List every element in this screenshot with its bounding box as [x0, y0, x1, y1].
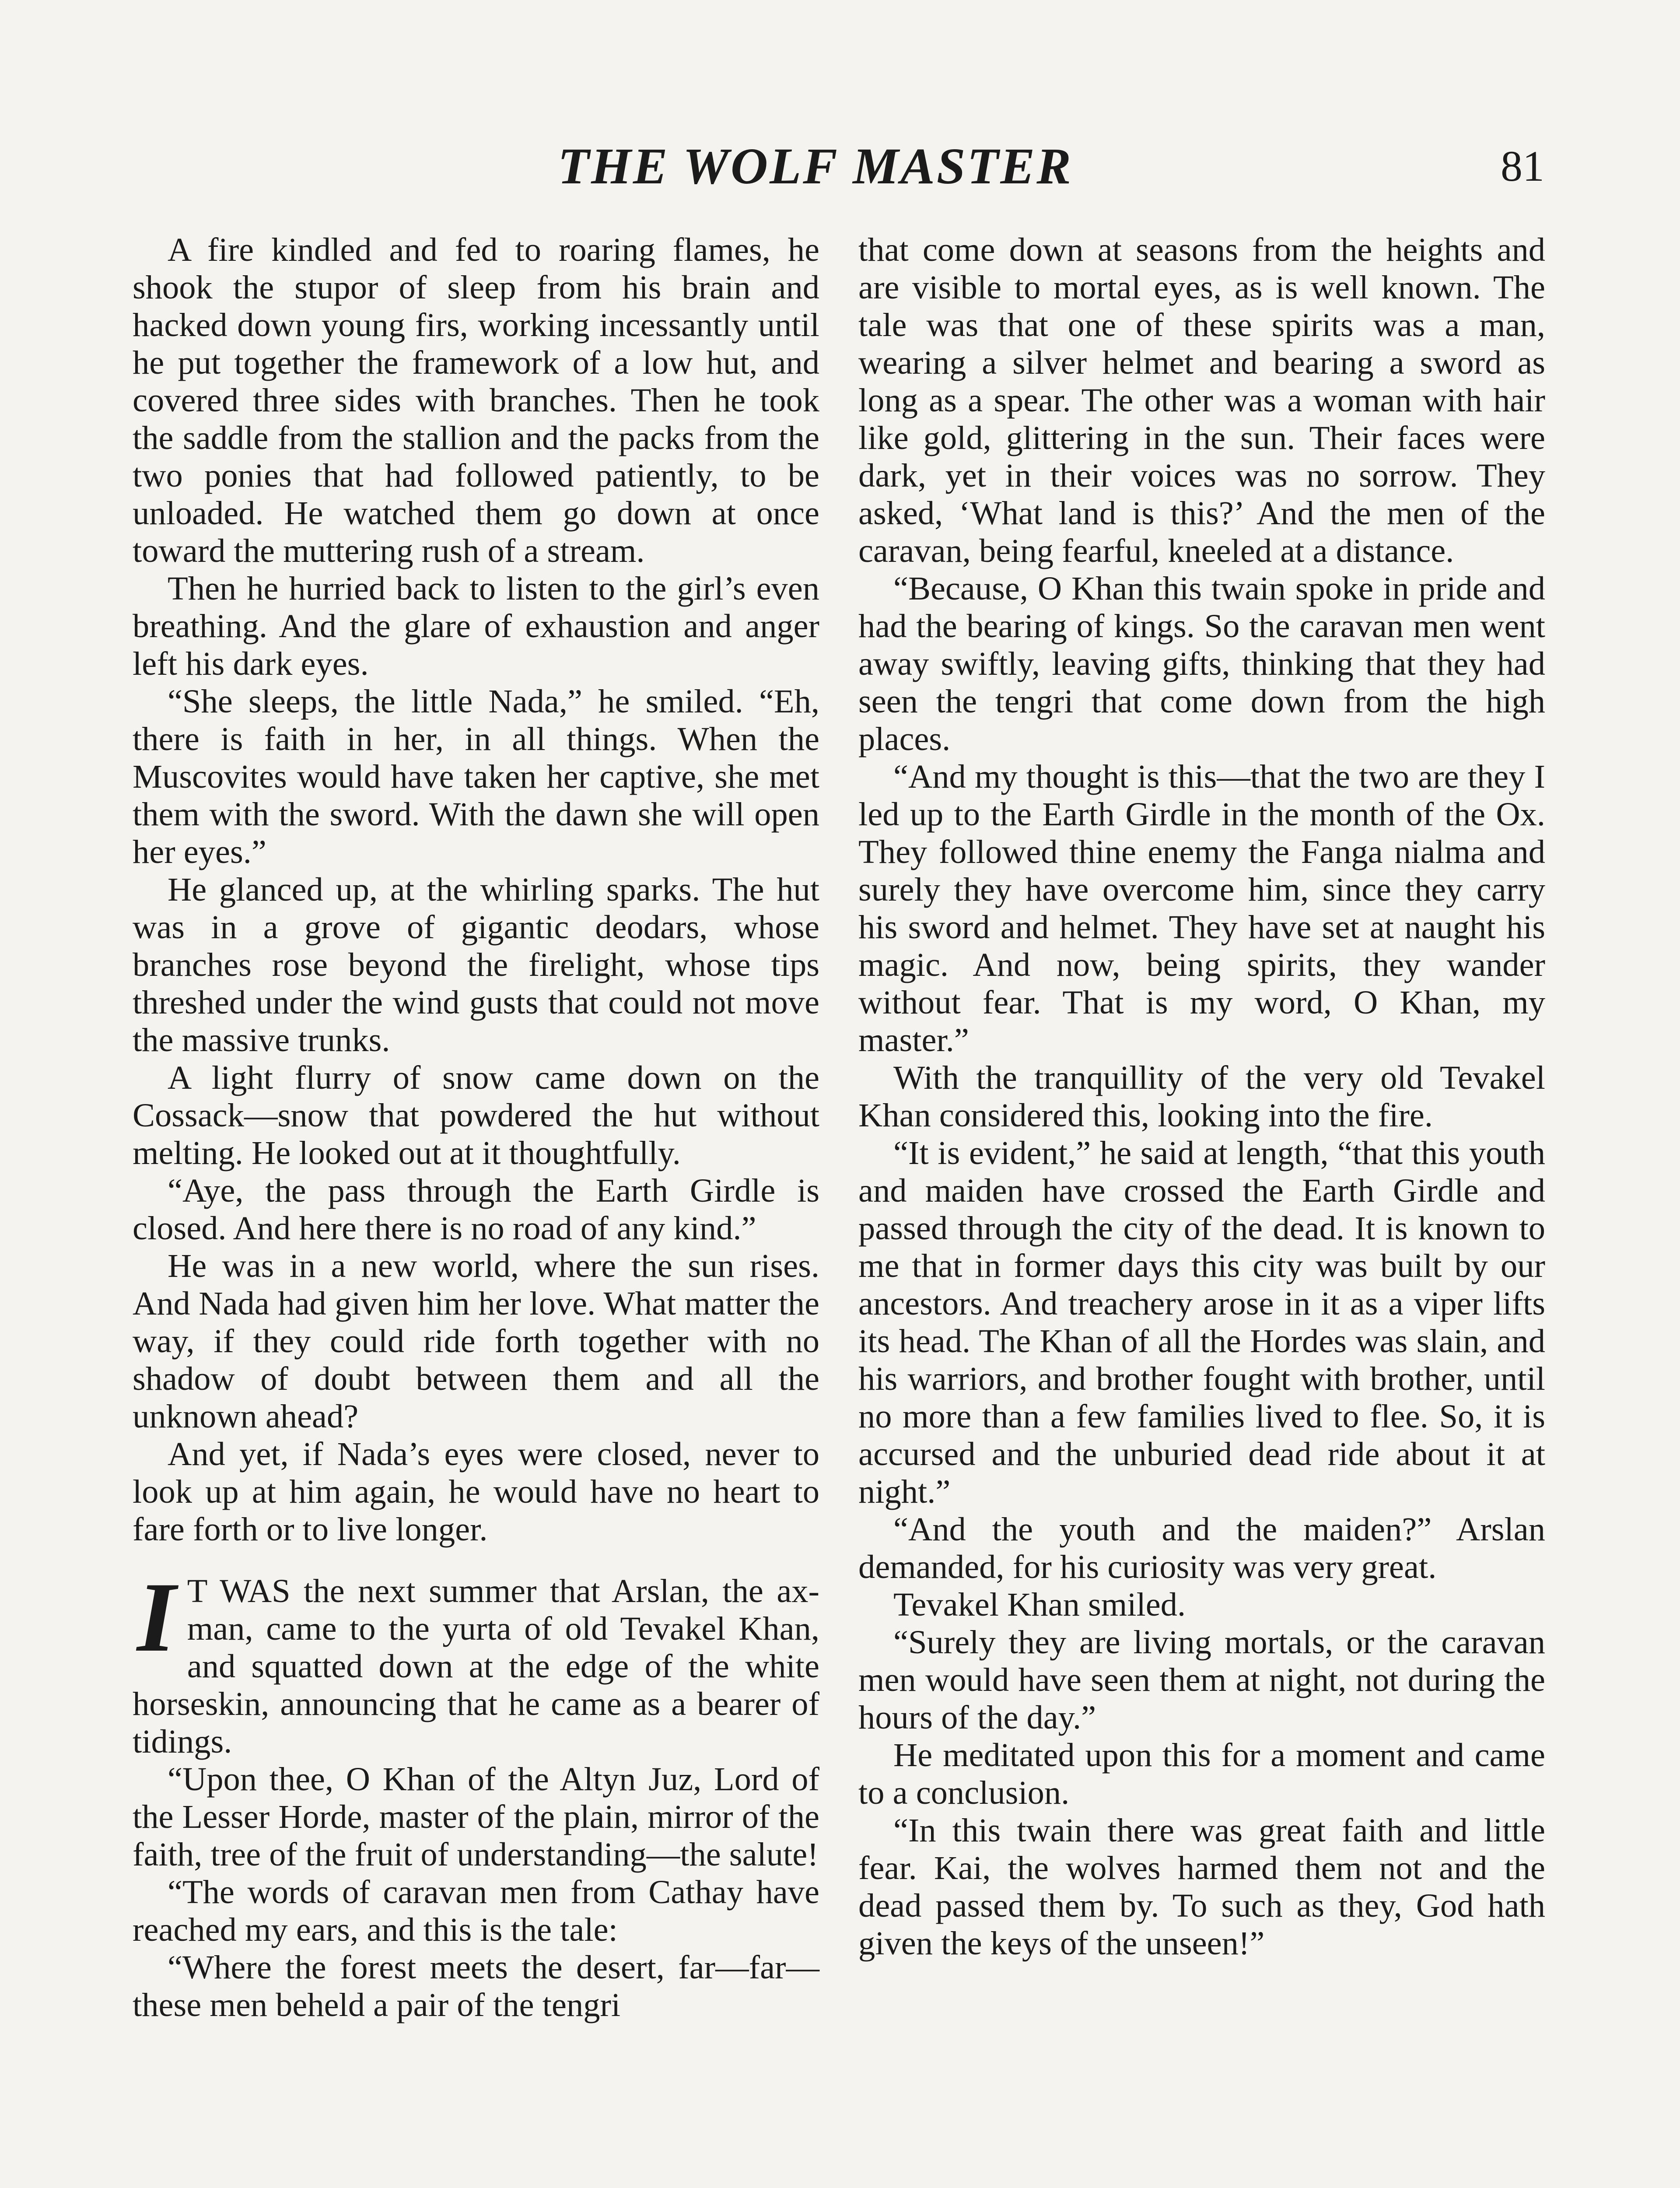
drop-cap: I [137, 1562, 176, 1673]
paragraph: A fire kindled and fed to roaring flames, he shook the stupor of sleep from his brain and hacked down young firs, working incessantly until he put together the framework of a low hut, and covered three sides with branches. Then he took the saddle from the stallion and the packs from the two ponies that had followed patiently, to be unloaded. He watched them go down at once toward the muttering rush of a stream. [133, 231, 819, 569]
paragraph: And yet, if Nada’s eyes were closed, never to look up at him again, he would have no heart to fare forth or to live longer. [133, 1435, 819, 1548]
page-number: 81 [1501, 142, 1544, 190]
running-title: THE WOLF MASTER [558, 137, 1073, 195]
paragraph: “The words of caravan men from Cathay have reached my ears, and this is the tale: [133, 1873, 819, 1948]
paragraph: “Where the forest meets the desert, far—far—these men beheld a pair of the tengri [133, 1949, 819, 2023]
paragraph: that come down at seasons from the heights and are visible to mortal eyes, as is well known. The tale was that one of these spirits was a man, wearing a silver helmet and bearing a sword as long as a spear. The other was a woman with hair like gold, glittering in the sun. Their faces were dark, yet in their voices was no sorrow. They asked, ‘What land is this?’ And the men of the caravan, being fearful, kneeled at a distance. [858, 231, 1545, 569]
opening-text: T WAS the next summer that Arslan, the ax-man, came to the yurta of old Tevakel Khan, and squatted down at the edge of the white horseskin, announcing that he came as a bearer of tidings. [133, 1572, 819, 1760]
paragraph: A light flurry of snow came down on the Cossack—snow that powdered the hut without melting. He looked out at it thoughtfully. [133, 1059, 819, 1171]
paragraph: Tevakel Khan smiled. [893, 1586, 1186, 1623]
paragraph: “It is evident,” he said at length, “that this youth and maiden have crossed the Earth Girdle and passed through the city of the dead. It is known to me that in former days this city was built by our ancestors. And treachery arose in it as a viper lifts its head. The Khan of all the Hordes was slain, and his warriors, and brother fought with brother, until no more than a few families lived to flee. So, it is accursed and the unburied dead ride about it at night.” [858, 1134, 1545, 1510]
paragraph: Then he hurried back to listen to the girl’s even breathing. And the glare of exhaustion and anger left his dark eyes. [133, 570, 819, 682]
paragraph: “And the youth and the maiden?” Arslan demanded, for his curiosity was very great. [858, 1511, 1545, 1585]
paragraph: “Because, O Khan this twain spoke in pride and had the bearing of kings. So the caravan men went away swiftly, leaving gifts, thinking that they had seen the tengri that come down from the high places. [858, 570, 1545, 757]
paragraph: He glanced up, at the whirling sparks. The hut was in a grove of gigantic deodars, whose branches rose beyond the firelight, whose tips threshed under the wind gusts that could not move the massive trunks. [133, 871, 819, 1059]
page-header [0, 136, 1680, 197]
paragraph: “And my thought is this—that the two are they I led up to the Earth Girdle in the month of the Ox. They followed thine enemy the Fanga nialma and surely they have overcome him, since they carry his sword and helmet. They have set at naught his magic. And now, being spirits, they wander without fear. That is my word, O Khan, my master.” [858, 758, 1545, 1059]
paragraph: “In this twain there was great faith and little fear. Kai, the wolves harmed them not and the dead passed them by. To such as they, God hath given the keys of the unseen!” [858, 1812, 1545, 1962]
paragraph: “Aye, the pass through the Earth Girdle is closed. And here there is no road of any kind.” [133, 1172, 819, 1247]
left-column [133, 231, 819, 2024]
paragraph: He meditated upon this for a moment and came to a conclusion. [858, 1736, 1545, 1811]
paragraph: With the tranquillity of the very old Tevakel Khan considered this, looking into the fire. [858, 1059, 1545, 1134]
paragraph: He was in a new world, where the sun rises. And Nada had given him her love. What matter the way, if they could ride forth together with no shadow of doubt between them and all the unknown ahead? [133, 1247, 819, 1435]
paragraph: “Surely they are living mortals, or the caravan men would have seen them at night, not during the hours of the day.” [858, 1623, 1545, 1736]
section-opening-paragraph [133, 1562, 819, 1760]
paragraph: “She sleeps, the little Nada,” he smiled. “Eh, there is faith in her, in all things. When the Muscovites would have taken her captive, she met them with the sword. With the dawn she will open her eyes.” [133, 683, 819, 870]
paragraph: “Upon thee, O Khan of the Altyn Juz, Lord of the Lesser Horde, master of the plain, mirror of the faith, tree of the fruit of understanding—the salute! [133, 1760, 819, 1873]
right-column [858, 231, 1545, 1962]
